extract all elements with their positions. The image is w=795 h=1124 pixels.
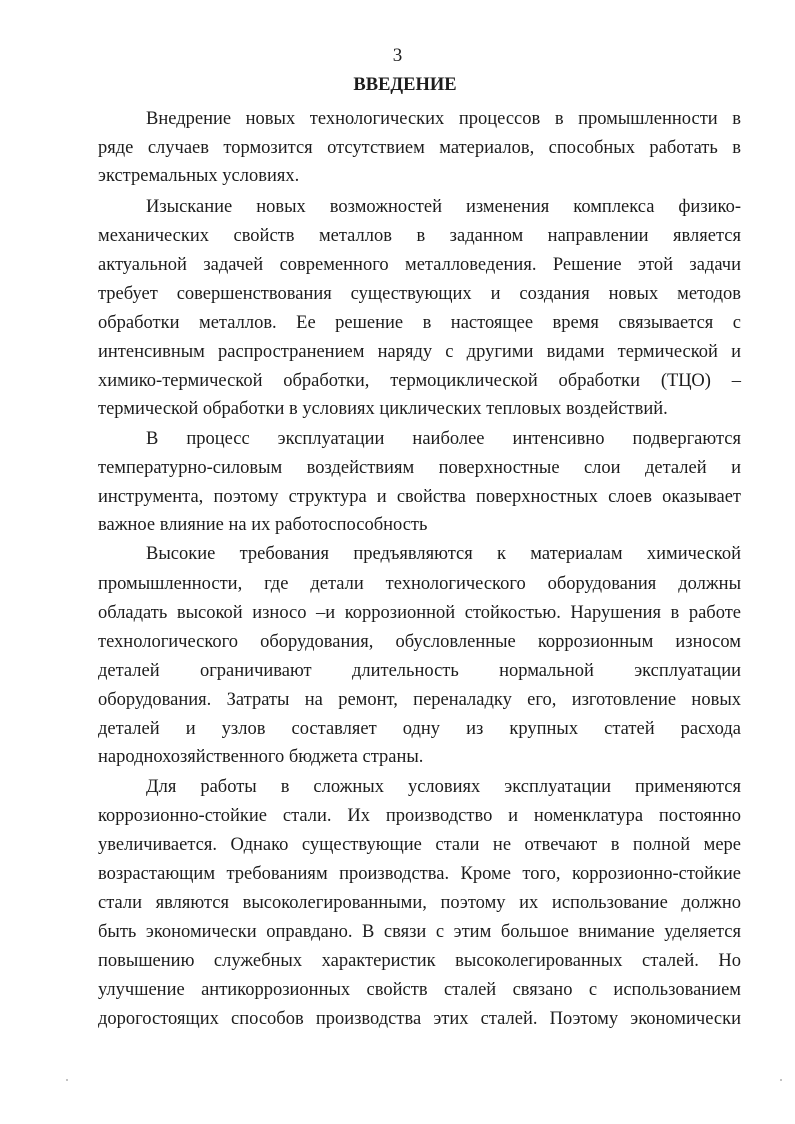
text-line: деталей ограничивают длительность нормальной эксплуатации [98, 661, 741, 681]
text-line: механических свойств металлов в заданном направлении является [98, 226, 741, 246]
text-line: быть экономически оправдано. В связи с этим большое внимание уделяется [98, 922, 741, 942]
text-line: повышению служебных характеристик высоколегированных сталей. Но [98, 951, 741, 971]
text-line: стали являются высоколегированными, поэтому их использование должно [98, 893, 741, 913]
text-line: Для работы в сложных условиях эксплуатации применяются [146, 777, 741, 797]
text-line: инструмента, поэтому структура и свойства поверхностных слоев оказывает [98, 487, 741, 507]
text-line: улучшение антикоррозионных свойств сталей связано с использованием [98, 980, 741, 1000]
scan-speck [66, 1079, 68, 1081]
scan-speck [780, 1079, 782, 1081]
text-line: В процесс эксплуатации наиболее интенсивно подвергаются [146, 429, 741, 449]
text-line: Изыскание новых возможностей изменения комплекса физико- [146, 197, 741, 217]
text-line: оборудования. Затраты на ремонт, переналадку его, изготовление новых [98, 690, 741, 710]
text-line: термической обработки в условиях циклических тепловых воздействий. [98, 399, 668, 419]
text-line: технологического оборудования, обусловленные коррозионным износом [98, 632, 741, 652]
text-line: требует совершенствования существующих и создания новых методов [98, 284, 741, 304]
text-line: коррозионно-стойкие стали. Их производство и номенклатура постоянно [98, 806, 741, 826]
text-line: промышленности, где детали технологического оборудования должны [98, 574, 741, 594]
text-line: дорогостоящих способов производства этих сталей. Поэтому экономически [98, 1009, 741, 1029]
text-line: экстремальных условиях. [98, 166, 300, 186]
text-line: увеличивается. Однако существующие стали не отвечают в полной мере [98, 835, 741, 855]
text-line: температурно-силовым воздействиям поверхностные слои деталей и [98, 458, 741, 478]
text-line: актуальной задачей современного металловедения. Решение этой задачи [98, 255, 741, 275]
page-number: 3 [392, 45, 403, 66]
text-line: Высокие требования предъявляются к материалам химической [146, 544, 741, 564]
text-line: важное влияние на их работоспособность [98, 515, 428, 535]
section-heading: ВВЕДЕНИЕ [353, 75, 457, 95]
text-line: народнохозяйственного бюджета страны. [98, 747, 424, 767]
text-line: обладать высокой износо –и коррозионной стойкостью. Нарушения в работе [98, 603, 741, 623]
text-line: деталей и узлов составляет одну из крупных статей расхода [98, 719, 741, 739]
text-line: химико-термической обработки, термоциклической обработки (ТЦО) – [98, 371, 741, 391]
text-line: Внедрение новых технологических процессов в промышленности в [146, 109, 741, 129]
text-line: обработки металлов. Ее решение в настоящее время связывается с [98, 313, 741, 333]
text-line: возрастающим требованиям производства. Кроме того, коррозионно-стойкие [98, 864, 741, 884]
text-line: ряде случаев тормозится отсутствием материалов, способных работать в [98, 138, 741, 158]
text-line: интенсивным распространением наряду с другими видами термической и [98, 342, 741, 362]
